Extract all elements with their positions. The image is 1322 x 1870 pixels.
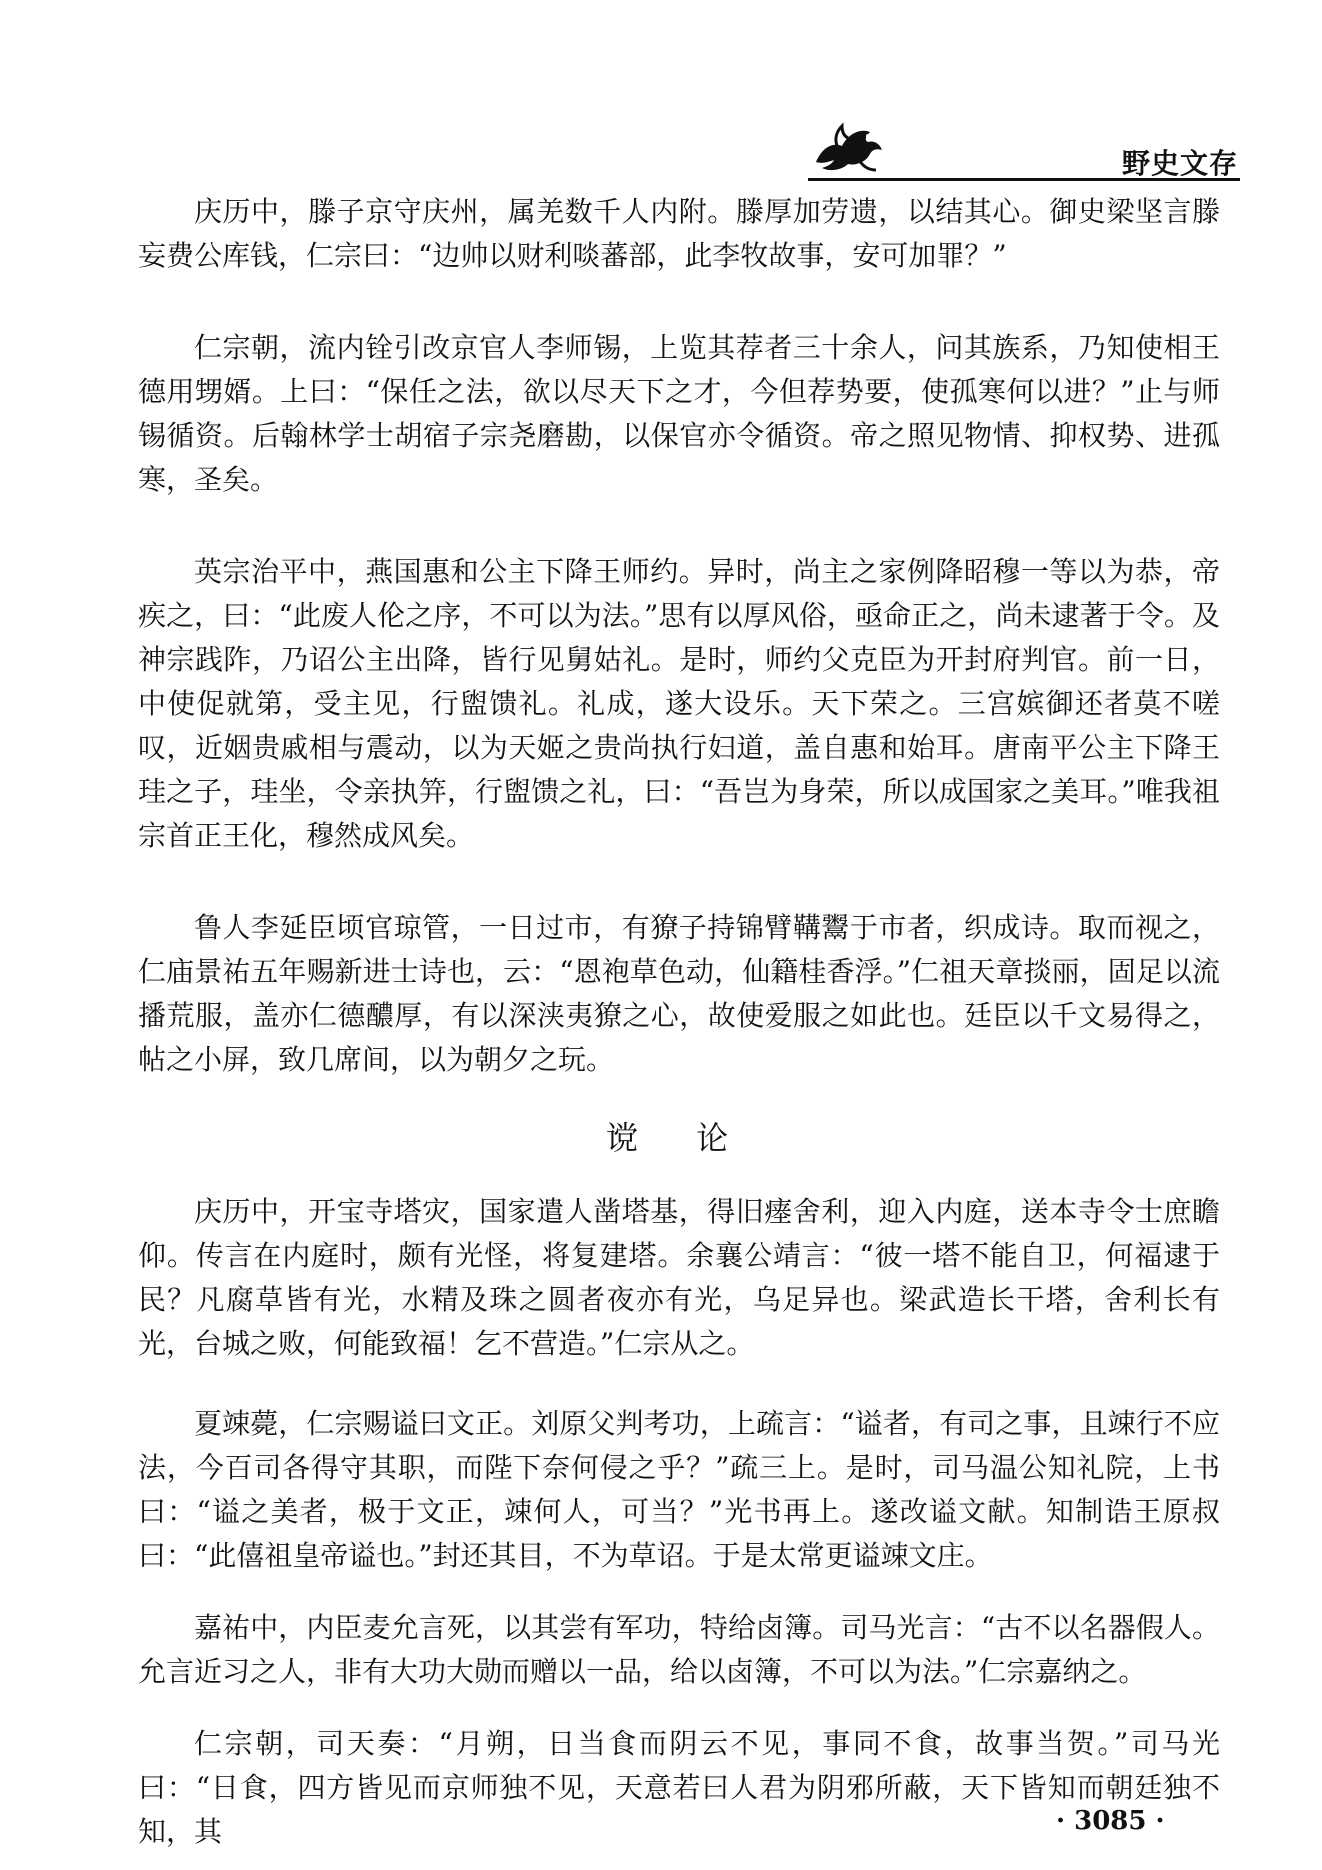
paragraph: 英宗治平中，燕国惠和公主下降王师约。异时，尚主之家例降昭穆一等以为恭，帝疾之，曰：“此废人伦之序，不可以为法。”思有以厚风俗，亟命正之，尚未逮著于令。及神宗践阼，乃诏公主出降，皆行见舅姑礼。是时，师约父克臣为开封府判官。前一日，中使促就第，受主见，行盥馈礼。礼成，遂大设乐。天下荣之。三宫嫔御还者莫不嗟叹，近姻贵戚相与震动，以为天姬之贵尚执行妇道，盖自惠和始耳。唐南平公主下降王珪之子，珪坐，令亲执笄，行盥馈之礼，曰：“吾岂为身荣，所以成国家之美耳。”唯我祖宗首正王化，穆然成风矣。	[138, 555, 1220, 852]
header-rule	[808, 178, 1240, 181]
section-title: 谠 论	[605, 1119, 753, 1157]
header-title: 野史文存	[1122, 147, 1239, 180]
paragraph: 仁宗朝，流内铨引改京官人李师锡，上览其荐者三十余人，问其族系，乃知使相王德用甥婿。上曰：“保任之法，欲以尽天下之才，今但荐势要，使孤寒何以进？”止与师锡循资。后翰林学士胡宿子宗尧磨勘，以保官亦令循资。帝之照见物情、抑权势、进孤寒，圣矣。	[138, 331, 1220, 496]
paragraph: 嘉祐中，内臣麦允言死，以其尝有军功，特给卤簿。司马光言：“古不以名器假人。允言近习之人，非有大功大勋而赠以一品，给以卤簿，不可以为法。”仁宗嘉纳之。	[138, 1611, 1220, 1688]
paragraph: 仁宗朝，司天奏：“月朔，日当食而阴云不见，事同不食，故事当贺。”司马光曰：“日食，四方皆见而京师独不见，天意若曰人君为阴邪所蔽，天下皆知而朝廷独不知，其	[138, 1727, 1220, 1848]
page-content	[138, 190, 1220, 1854]
page-number: · 3085 ·	[1056, 1806, 1165, 1836]
dragon-icon	[808, 118, 888, 176]
page-header	[0, 0, 1322, 180]
paragraph: 庆历中，滕子京守庆州，属羌数千人内附。滕厚加劳遗，以结其心。御史梁坚言滕妄费公库钱，仁宗曰：“边帅以财利啖蕃部，此李牧故事，安可加罪？”	[138, 195, 1220, 272]
paragraph: 庆历中，开宝寺塔灾，国家遣人凿塔基，得旧瘗舍利，迎入内庭，送本寺令士庶瞻仰。传言在内庭时，颇有光怪，将复建塔。余襄公靖言：“彼一塔不能自卫，何福逮于民？凡腐草皆有光，水精及珠之圆者夜亦有光，乌足异也。梁武造长干塔，舍利长有光，台城之败，何能致福！乞不营造。”仁宗从之。	[138, 1195, 1220, 1360]
paragraph: 鲁人李延臣顷官琼管，一日过市，有獠子持锦臂鞲鬻于市者，织成诗。取而视之，仁庙景祐五年赐新进士诗也，云：“恩袍草色动，仙籍桂香浮。”仁祖天章掞丽，固足以流播荒服，盖亦仁德醲厚，有以深浃夷獠之心，故使爱服之如此也。廷臣以千文易得之，帖之小屏，致几席间，以为朝夕之玩。	[138, 911, 1220, 1076]
paragraph: 夏竦薨，仁宗赐谥曰文正。刘原父判考功，上疏言：“谥者，有司之事，且竦行不应法，今百司各得守其职，而陛下奈何侵之乎？”疏三上。是时，司马温公知礼院，上书曰：“谥之美者，极于文正，竦何人，可当？”光书再上。遂改谥文献。知制诰王原叔曰：“此僖祖皇帝谥也。”封还其目，不为草诏。于是太常更谥竦文庄。	[138, 1407, 1220, 1572]
